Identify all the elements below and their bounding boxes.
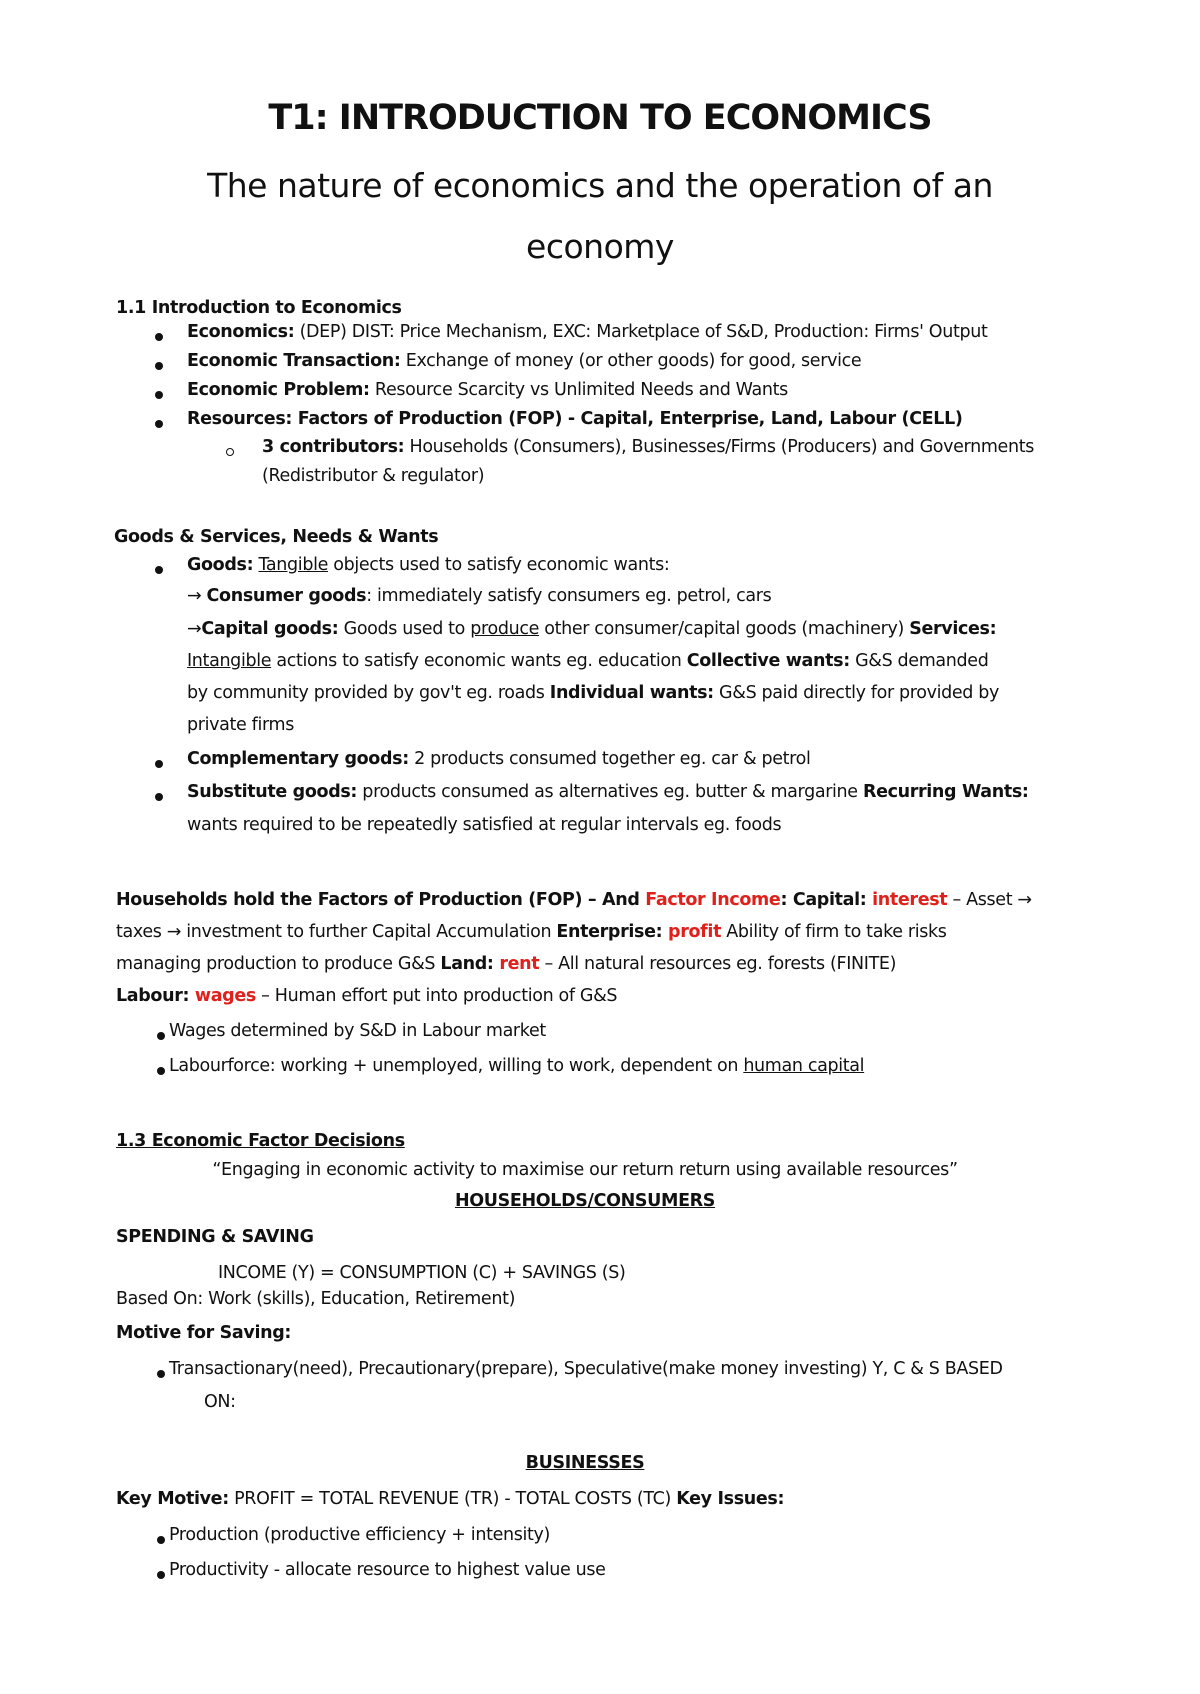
sub-item-contributors-cont: (Redistributor & regulator) (262, 466, 485, 486)
goods-consumer-line: → Consumer goods: immediately satisfy consumers eg. petrol, cars (187, 586, 772, 606)
bullet-dot (157, 1067, 165, 1075)
goods-private-line: private firms (187, 715, 294, 735)
goods-community-line: by community provided by gov't eg. roads Individual wants: G&S paid directly for provided by (187, 683, 1000, 703)
recurring-wants-line: wants required to be repeatedly satisfied at regular intervals eg. foods (187, 815, 782, 835)
households-consumers-heading: HOUSEHOLDS/CONSUMERS (454, 1191, 716, 1211)
list-item-economic-problem: Economic Problem: Resource Scarcity vs Unlimited Needs and Wants (187, 380, 788, 400)
bullet-dot (155, 566, 163, 574)
bullet-dot (157, 1571, 165, 1579)
section-heading-goods: Goods & Services, Needs & Wants (114, 527, 439, 547)
households-line1: Households hold the Factors of Production (FOP) – And Factor Income: Capital: interest – Asset → (116, 890, 1032, 910)
labour-bullet-wages: Wages determined by S&D in Labour market (169, 1021, 546, 1041)
motive-bullet: Transactionary(need), Precautionary(prepare), Speculative(make money investing) Y, C & S BASED (169, 1359, 1003, 1379)
goods-services-line: Intangible actions to satisfy economic wants eg. education Collective wants: G&S demanded (187, 651, 989, 671)
page-subtitle-line2: economy (526, 227, 674, 266)
based-on-line: Based On: Work (skills), Education, Retirement) (116, 1289, 516, 1309)
biz-bullet-productivity: Productivity - allocate resource to highest value use (169, 1560, 606, 1580)
list-item-complementary: Complementary goods: 2 products consumed together eg. car & petrol (187, 749, 811, 769)
bullet-dot (157, 1370, 165, 1378)
list-item-goods: Goods: Tangible objects used to satisfy economic wants: (187, 555, 670, 575)
households-line2: taxes → investment to further Capital Accumulation Enterprise: profit Ability of firm to take risks (116, 922, 947, 942)
bullet-dot (155, 391, 163, 399)
businesses-heading: BUSINESSES (525, 1453, 645, 1473)
goods-capital-line: →Capital goods: Goods used to produce other consumer/capital goods (machinery) Services: (187, 619, 997, 639)
page-title: T1: INTRODUCTION TO ECONOMICS (268, 98, 932, 138)
households-line3: managing production to produce G&S Land: rent – All natural resources eg. forests (FINITE) (116, 954, 897, 974)
bullet-dot (157, 1536, 165, 1544)
households-labour-line: Labour: wages – Human effort put into production of G&S (116, 986, 618, 1006)
spending-saving-heading: SPENDING & SAVING (116, 1227, 314, 1247)
list-item-economics: Economics: (DEP) DIST: Price Mechanism, EXC: Marketplace of S&D, Production: Firms' Output (187, 322, 988, 342)
bullet-dot (155, 420, 163, 428)
bullet-dot (157, 1032, 165, 1040)
section-heading-1-3: 1.3 Economic Factor Decisions (116, 1131, 405, 1151)
income-formula: INCOME (Y) = CONSUMPTION (C) + SAVINGS (S) (218, 1263, 626, 1283)
section-heading-1-1: 1.1 Introduction to Economics (116, 298, 402, 318)
page-subtitle-line1: The nature of economics and the operation of an (207, 166, 993, 205)
bullet-dot (155, 362, 163, 370)
key-motive-line: Key Motive: PROFIT = TOTAL REVENUE (TR) - TOTAL COSTS (TC) Key Issues: (116, 1489, 785, 1509)
list-item-resources: Resources: Factors of Production (FOP) - Capital, Enterprise, Land, Labour (CELL) (187, 409, 963, 429)
sub-bullet-circle (226, 448, 234, 456)
list-item-substitute: Substitute goods: products consumed as alternatives eg. butter & margarine Recurring Wants: (187, 782, 1029, 802)
bullet-dot (155, 333, 163, 341)
bullet-dot (155, 793, 163, 801)
motive-for-saving-heading: Motive for Saving: (116, 1323, 292, 1343)
bullet-dot (155, 760, 163, 768)
labour-bullet-labourforce: Labourforce: working + unemployed, willing to work, dependent on human capital (169, 1056, 865, 1076)
sub-item-contributors: 3 contributors: Households (Consumers), Businesses/Firms (Producers) and Governments (262, 437, 1034, 457)
list-item-economic-transaction: Economic Transaction: Exchange of money (or other goods) for good, service (187, 351, 862, 371)
biz-bullet-production: Production (productive efficiency + intensity) (169, 1525, 551, 1545)
motive-bullet-cont: ON: (204, 1392, 236, 1412)
section-quote: “Engaging in economic activity to maximise our return return using available resources” (212, 1160, 958, 1180)
